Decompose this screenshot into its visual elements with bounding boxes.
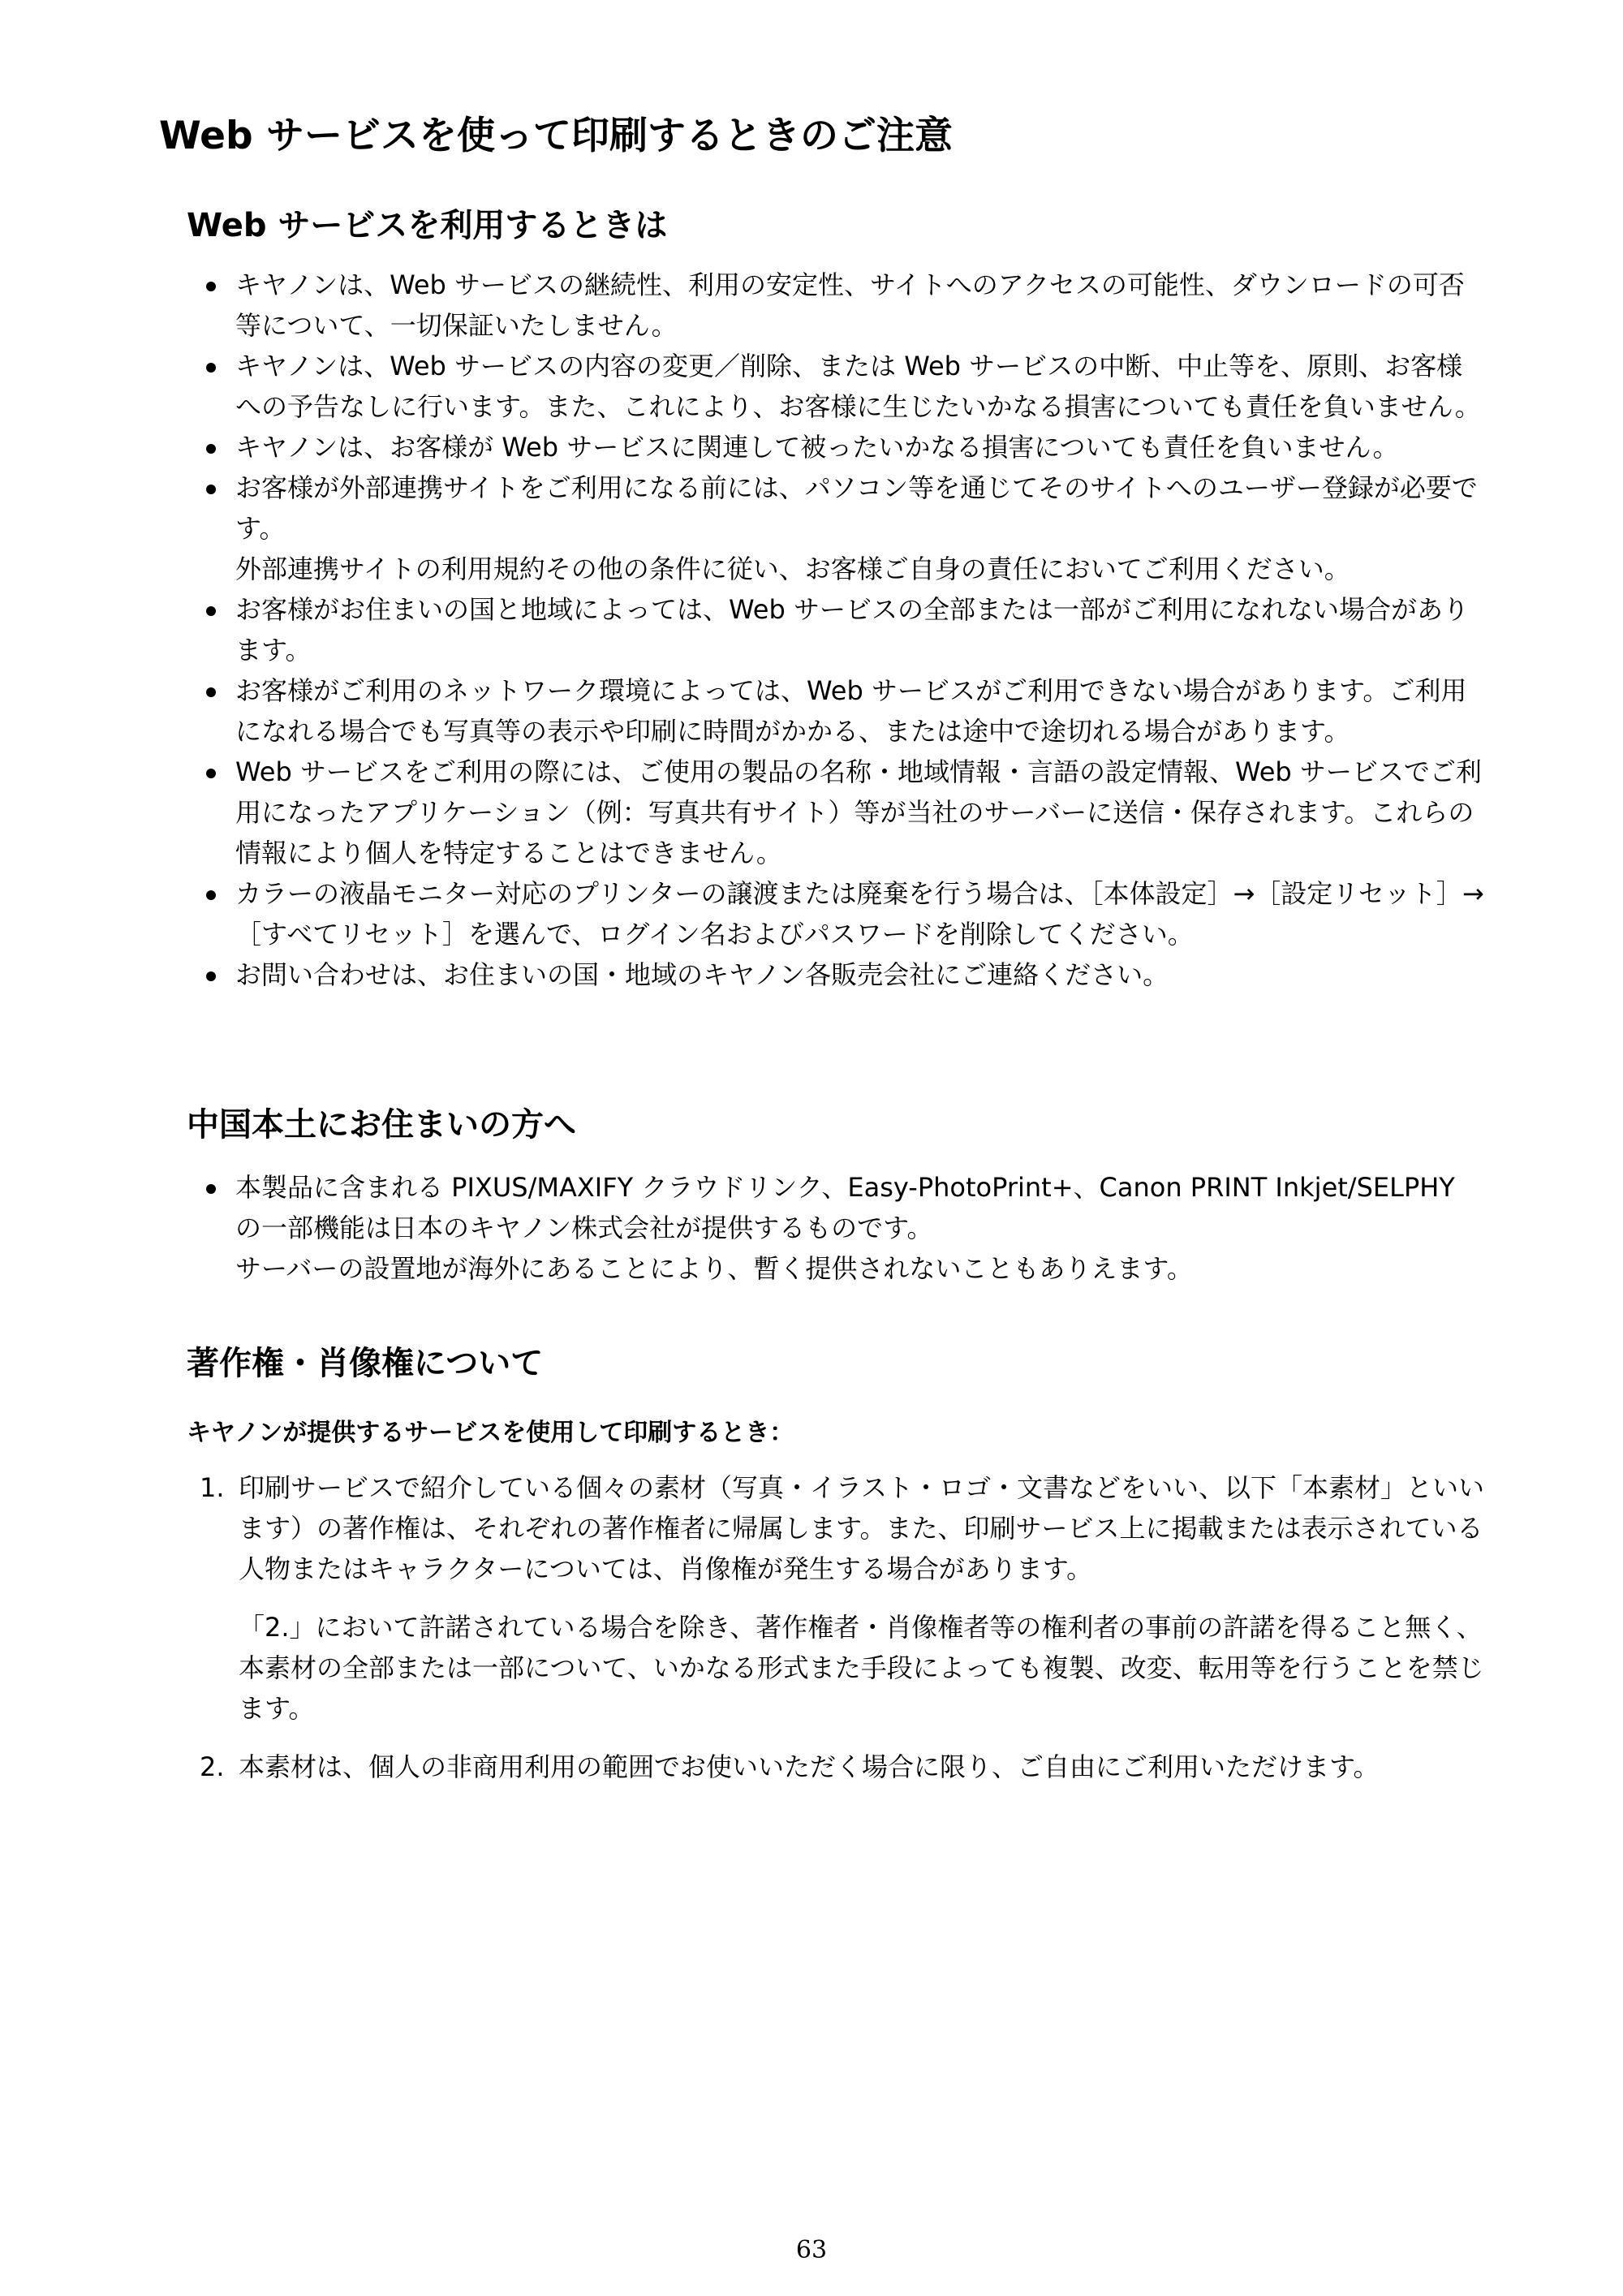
list-item-text: キヤノンは、お客様が Web サービスに関連して被ったいかなる損害についても責任を負いません。 xyxy=(235,432,1399,463)
item-number: 2. xyxy=(200,1751,225,1782)
list-item-text: 本製品に含まれる PIXUS/MAXIFY クラウドリンク、Easy-PhotoPrint+、Canon PRINT Inkjet/SELPHY の一部機能は日本のキヤノン株式会社が提供するものです。 xyxy=(235,1172,1455,1243)
page-title: Web サービスを使って印刷するときのご注意 xyxy=(159,114,954,158)
section-heading-copyright: 著作権・肖像権について xyxy=(187,1345,544,1382)
list-item xyxy=(203,954,1485,995)
bullet-icon xyxy=(206,890,216,900)
list-item-text: カラーの液晶モニター対応のプリンターの譲渡または廃棄を行う場合は、［本体設定］→［設定リセット］→［すべてリセット］を選んで、ログイン名およびパスワードを削除してください。 xyxy=(235,878,1484,950)
list-item-text: キヤノンは、Web サービスの内容の変更／削除、または Web サービスの中断、中止等を、原則、お客様への予告なしに行います。また、これにより、お客様に生じたいかなる損害についても責任を負いません。 xyxy=(235,351,1481,422)
web-service-notes-list xyxy=(203,265,1485,995)
bullet-icon xyxy=(206,971,216,981)
section-heading-mainland-china: 中国本土にお住まいの方へ xyxy=(187,1106,576,1144)
bullet-icon xyxy=(206,282,216,291)
copyright-numbered-list xyxy=(200,1467,1485,1787)
list-item xyxy=(203,346,1485,427)
list-item xyxy=(203,752,1485,873)
section-heading-web-service: Web サービスを利用するときは xyxy=(187,207,668,244)
bullet-icon xyxy=(206,444,216,454)
copyright-subheading: キヤノンが提供するサービスを使用して印刷するとき： xyxy=(187,1419,794,1447)
item-number: 1. xyxy=(200,1472,225,1503)
numbered-item xyxy=(200,1747,1485,1787)
list-item xyxy=(203,589,1485,670)
bullet-icon xyxy=(206,485,216,494)
numbered-item-text: 印刷サービスで紹介している個々の素材（写真・イラスト・ロゴ・文書などをいい、以下「本素材」といいます）の著作権は、それぞれの著作権者に帰属します。また、印刷サービス上に掲載または表示されている人物またはキャラクターについては、肖像権が発生する場合があります。 xyxy=(239,1472,1485,1584)
list-item xyxy=(203,427,1485,467)
list-item xyxy=(203,873,1485,954)
list-item-text: お問い合わせは、お住まいの国・地域のキヤノン各販売会社にご連絡ください。 xyxy=(235,959,1169,990)
bullet-icon xyxy=(206,606,216,616)
list-item xyxy=(203,1167,1485,1289)
numbered-item-note: 「2.」において許諾されている場合を除き、著作権者・肖像権者等の権利者の事前の許諾を得ること無く、本素材の全部または一部について、いかなる形式また手段によっても複製、改変、転用等を行うことを禁じます。 xyxy=(239,1612,1484,1724)
bullet-icon xyxy=(206,363,216,373)
page-number: 63 xyxy=(795,2236,828,2264)
numbered-item xyxy=(200,1467,1485,1729)
list-item-text: お客様がお住まいの国と地域によっては、Web サービスの全部または一部がご利用になれない場合があります。 xyxy=(235,594,1469,666)
bullet-icon xyxy=(206,769,216,778)
list-item xyxy=(203,670,1485,752)
list-item-text: Web サービスをご利用の際には、ご使用の製品の名称・地域情報・言語の設定情報、Web サービスでご利用になったアプリケーション（例：写真共有サイト）等が当社のサーバーに送信・保存されます。これらの情報により個人を特定することはできません。 xyxy=(235,756,1482,868)
list-item xyxy=(203,467,1485,589)
list-item-text: 外部連携サイトの利用規約その他の条件に従い、お客様ご自身の責任においてご利用ください。 xyxy=(235,554,1350,584)
list-item xyxy=(203,265,1485,346)
list-item-text: お客様がご利用のネットワーク環境によっては、Web サービスがご利用できない場合があります。ご利用になれる場合でも写真等の表示や印刷に時間がかかる、または途中で途切れる場合があります。 xyxy=(235,675,1467,747)
mainland-china-notes-list xyxy=(203,1167,1485,1289)
bullet-icon xyxy=(206,1184,216,1194)
list-item-text: サーバーの設置地が海外にあることにより、暫く提供されないこともありえます。 xyxy=(235,1253,1193,1284)
numbered-item-text: 本素材は、個人の非商用利用の範囲でお使いいただく場合に限り、ご自由にご利用いただけます。 xyxy=(239,1751,1380,1782)
list-item-text: お客様が外部連携サイトをご利用になる前には、パソコン等を通じてそのサイトへのユーザー登録が必要です。 xyxy=(235,472,1478,544)
list-item-text: キヤノンは、Web サービスの継続性、利用の安定性、サイトへのアクセスの可能性、ダウンロードの可否等について、一切保証いたしません。 xyxy=(235,269,1465,341)
bullet-icon xyxy=(206,687,216,697)
